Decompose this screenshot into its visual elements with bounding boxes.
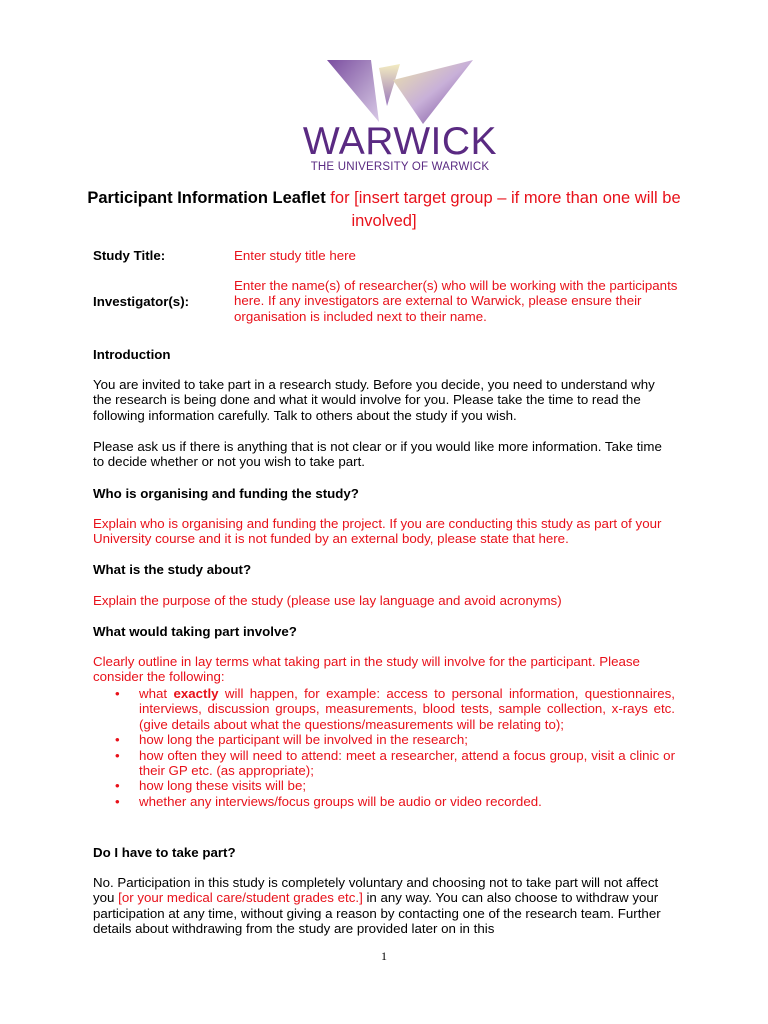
study-about-text: Explain the purpose of the study (please use lay language and avoid acronyms) bbox=[93, 593, 562, 608]
list-item: • how long these visits will be; bbox=[112, 778, 675, 793]
study-title-label: Study Title: bbox=[93, 248, 166, 263]
organising-heading: Who is organising and funding the study? bbox=[93, 486, 359, 501]
list-item: • how often they will need to attend: meet a researcher, attend a focus group, visit a clinic or their GP etc. (as appropriate); bbox=[112, 748, 675, 779]
introduction-paragraph-1: You are invited to take part in a research study. Before you decide, you need to understand why the research is being done and what it would involve for you. Please take the time to read the following information carefully. Talk to others about the study if you wish. bbox=[93, 377, 655, 423]
take-part-text: No. Participation in this study is completely voluntary and choosing not to take part will not affect you [or your medical care/student grades etc.] in any way. You can also choose to withdraw your participation at any time, without giving a reason by contacting one of the research team. Further details about withdrawing from the study are provided later on in this bbox=[93, 875, 661, 937]
title-placeholder: for [insert target group – if more than one will be involved] bbox=[325, 189, 681, 230]
university-logo bbox=[300, 60, 500, 175]
organising-text: Explain who is organising and funding the project. If you are conducting this study as part of your University course and it is not funded by an external body, please state that here. bbox=[93, 516, 662, 547]
study-about-heading: What is the study about? bbox=[93, 562, 252, 577]
involve-intro: Clearly outline in lay terms what taking part in the study will involve for the participant. Please consider the following: bbox=[93, 654, 640, 685]
logo-wordmark: WARWICK bbox=[302, 120, 498, 163]
page-number: 1 bbox=[381, 949, 387, 963]
involve-bullet-list bbox=[112, 686, 675, 809]
study-title-value: Enter study title here bbox=[234, 248, 356, 263]
document-title bbox=[80, 187, 688, 233]
list-item: • whether any interviews/focus groups will be audio or video recorded. bbox=[112, 794, 675, 809]
list-item: • what exactly will happen, for example: access to personal information, questionnaires, interviews, discussion groups, measurements, blood tests, sample collection, x-rays etc. (give details about what the questions/measurements will be relating to); bbox=[112, 686, 675, 732]
investigators-label: Investigator(s): bbox=[93, 294, 190, 309]
list-item: • how long the participant will be involved in the research; bbox=[112, 732, 675, 747]
investigators-value: Enter the name(s) of researcher(s) who will be working with the participants here. If any investigators are external to Warwick, please ensure their organisation is included next to their name. bbox=[234, 278, 678, 324]
take-part-heading: Do I have to take part? bbox=[93, 845, 236, 860]
logo-subtitle: THE UNIVERSITY OF WARWICK bbox=[310, 161, 490, 173]
title-main: Participant Information Leaflet bbox=[87, 189, 326, 207]
involve-heading: What would taking part involve? bbox=[93, 624, 297, 639]
introduction-paragraph-2: Please ask us if there is anything that is not clear or if you would like more information. Take time to decide whether or not you wish to take part. bbox=[93, 439, 662, 470]
warwick-w-emblem-icon bbox=[327, 60, 473, 128]
introduction-heading: Introduction bbox=[93, 347, 171, 362]
